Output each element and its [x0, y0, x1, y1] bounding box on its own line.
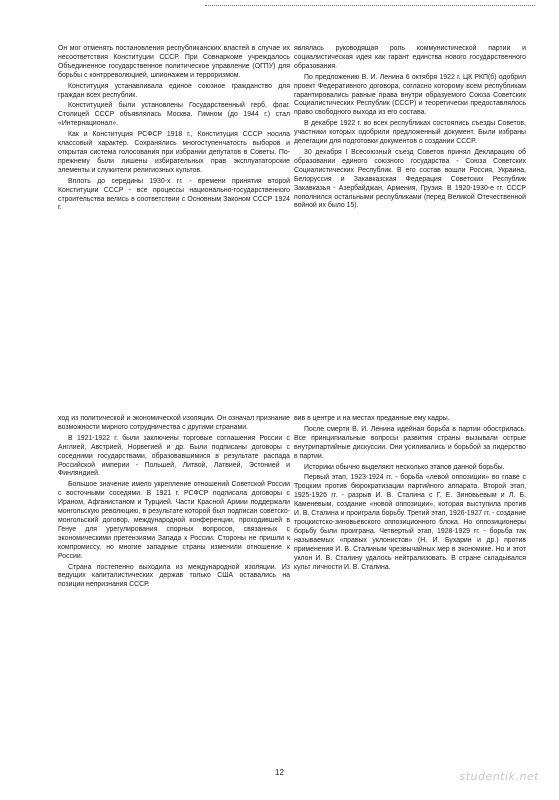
column-bottom-right	[294, 415, 526, 574]
paragraph: Страна постепенно выходила из международной изоляции. Из ведущих капиталистических держав только США оставались на позиции непризнания СССР.	[58, 563, 290, 589]
paragraph: Как и Конституция РСФСР 1918 г., Конституция СССР носила классовый характер. Сохранялись многоступенчатость выборов и открытая система голосования при избрании депутатов в Советы. По-прежнему были лишены избирательных прав эксплуататорские элементы и служители религиозных культов.	[58, 131, 290, 174]
paragraph: 30 декабря I Всесоюзный съезд Советов принял Декларацию об образовании единого союзного государства - Союза Советских Социалистических Республик. В его состав вошли Россия, Украина, Белоруссия и Закавказская Федерация Советских Республик Закавказья - Азербайджан, Армения, Грузия. В 1920-1930-е гг. СССР пополнился остальными республиками (перед Великой Отечественной войной их было 15).	[294, 148, 526, 210]
paragraph: Он мог отменять постановления республиканских властей в случае их несоответствия Конституции СССР. При Совнаркоме учреждалось Объединенное государственное политическое управление (ОГПУ) для борьбы с контрреволюцией, шпионажем и терроризмом.	[58, 45, 290, 79]
paragraph: вив в центре и на местах преданные ему кадры.	[294, 415, 450, 422]
paragraph: Большое значение имело укрепление отношений Советской России с восточными соседями. В 1921 г. РСФСР подписала договоры с Ираном, Афганистаном и Турцией. Части Красной Армии поддержали монгольскую революцию, в результате которой был подписан советско-монгольский договор, международной конференции, проходившей в Генуе для урегулирования спорных вопросов, связанных с экономическими претензиями Запада к России. Стороны не пришли к компромиссу, но многие западные страны изменили отношение к России.	[58, 481, 290, 560]
column-bottom-left	[58, 415, 290, 592]
paragraph: являлась руководящая роль коммунистической партии и социалистическая идея как гарант единства нового государственного образования.	[294, 45, 526, 70]
paragraph: Историки обычно выделяют несколько этапов данной борьбы.	[304, 463, 505, 471]
watermark: studentik.net	[459, 770, 539, 783]
paragraph: Конституция устанавливала единое союзное гражданство для граждан всех республик.	[58, 82, 290, 99]
column-top-left	[58, 45, 290, 215]
paragraph: Первый этап, 1923-1924 гг. - борьба «левой оппозиции» во главе с Троцким против бюрократизации партийного аппарата. Второй этап, 1925-1926 гг. - разрыв И. В. Сталина с Г. Е. Зиновьевым и Л. Б. Каменевым, создание «новой оппозиции», которая выступила против И. В. Сталина и проиграла борьбу. Третий этап, 1926-1927 гг. - создание троцкистско-зиновьевского оппозиционного блока. Но оппозиционеры борьбу были проиграна. Четвертый этап, 1928-1929 гг. - борьба так называемых «правых уклонистов» (Н. И. Бухарин и др.) против применения И. В. Сталиным чрезвычайных мер в экономике. Но и этот уклон И. В. Сталину удалось нейтрализовать. В стране складывался культ личности И. В. Сталина.	[294, 474, 526, 571]
top-dotted-rule	[205, 5, 535, 6]
paragraph: Вплоть до середины 1930-х гг. - времени принятия второй Конституции СССР - все процессы национально-государственного строительства велись в соответствии с Основным Законом СССР 1924 г.	[58, 177, 290, 212]
paragraph: В 1921-1922 г. были заключены торговые соглашения России с Англией, Австрией, Норвегией и др. Были подписаны договоры с соседними государствами, образовавшимися в результате распада Российской империи - Польшей, Литвой, Латвией, Эстонией и Финляндией.	[58, 434, 290, 478]
paragraph: Конституцией были установлены Государственный герб, флаг. Столицей СССР объявлялась Москва. Гимном (до 1944 г.) стал «Интернационал».	[58, 102, 290, 128]
paragraph: После смерти В. И. Ленина идейная борьба в партии обострилась. Все принципиальные вопросы развития страны вызывали острые внутрипартийные дискуссии. Они усиливались и борьбой за лидерство в партии.	[294, 425, 526, 460]
column-top-right	[294, 45, 526, 213]
paragraph: ход из политической и экономической изоляции. Он означал признание возможности мирного сотрудничества с другими странами.	[58, 415, 290, 431]
paragraph: По предложению В. И. Ленина 6 октября 1922 г. ЦК РКП(б) одобрил проект Федеративного договора, согласно которому всем республикам гарантировались равные права внутри образуемого Союза Советских Социалистических Республик (СССР) и теоретически предоставлялось право свободного выхода из его состава.	[294, 73, 526, 117]
page-number: 12	[275, 768, 284, 777]
paragraph: В декабре 1922 г. во всех республиках состоялись съезды Советов, участники которых одобрили предложенный документ. Были избраны делегации для подготовки документов о создании СССР.	[294, 120, 526, 146]
